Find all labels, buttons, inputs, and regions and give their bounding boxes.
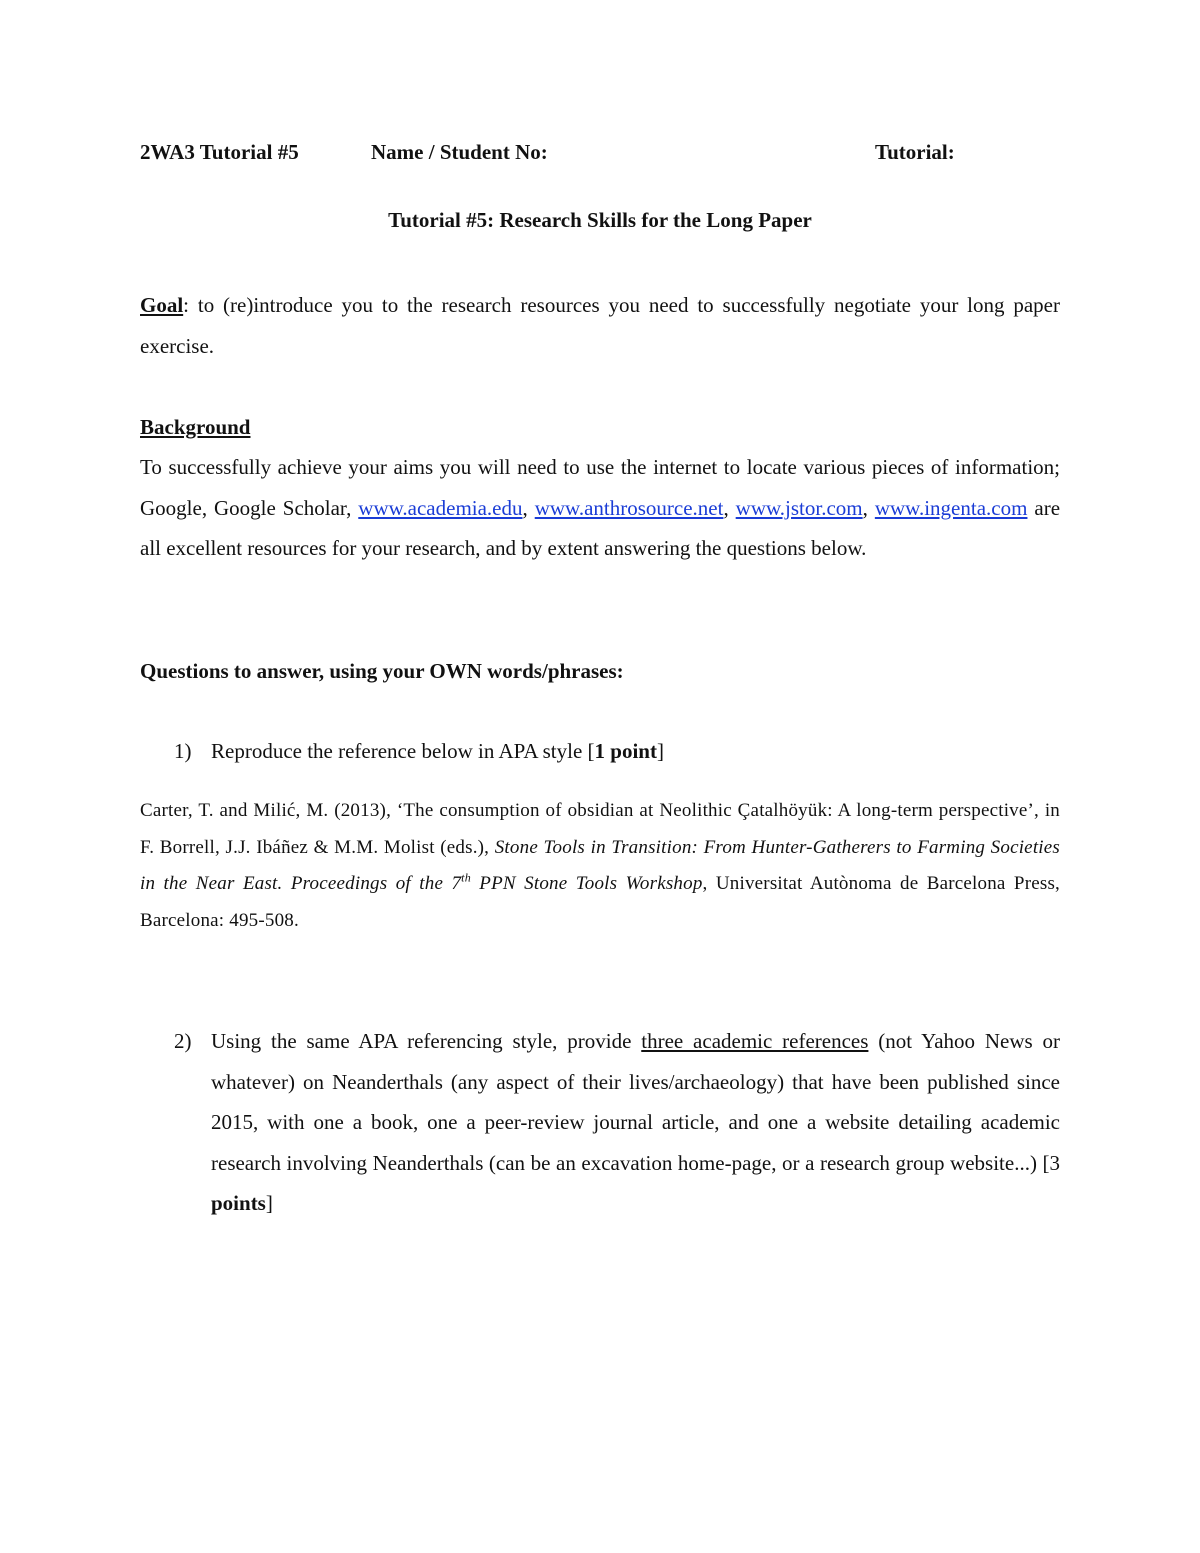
question-1-points: 1 point [594,739,657,763]
separator: , [522,495,535,520]
question-2-body-2: (not Yahoo News or whatever) on Neanderthals (any aspect of their lives/archaeology) that have been published since 2015, with one a book, one a peer-review journal article, and one a website detailing academic research involving Neanderthals (can be an excavation home-page, or a research group website...) [ [211,1029,1061,1175]
separator: , [862,495,875,520]
tutorial-label: Tutorial: [875,140,955,164]
bracket-close: ] [656,739,664,763]
goal-paragraph [140,285,1060,366]
question-2-body-1: Using the same APA referencing style, provide [211,1029,642,1053]
background-paragraph [140,447,1060,569]
link-jstor[interactable]: www.jstor.com [735,495,863,520]
goal-label: Goal [140,293,184,317]
question-2-points-number: 3 [1049,1150,1060,1175]
question-2-points-word: points [211,1191,266,1215]
goal-text: : to (re)introduce you to the research resources you need to successfully negotiate your long paper exercise. [140,293,1060,358]
link-ingenta[interactable]: www.ingenta.com [874,495,1028,520]
bracket-close: ] [265,1191,273,1215]
question-1 [140,731,1060,772]
background-text-1: To successfully achieve your aims you will need to use the internet to locate various pieces of information; Google, Google Scholar, [140,455,1060,520]
reference-part-2: , Universitat Autònoma de Barcelona Press, Barcelona: 495-508. [140,873,1060,931]
background-text-2: are all excellent resources for your research, and by extent answering the questions below. [140,495,1061,560]
question-2-text [211,1021,1060,1224]
name-student-label: Name / Student No: [371,140,548,164]
reference-part-1: Carter, T. and Milić, M. (2013), ‘The consumption of obsidian at Neolithic Çatalhöyük: A long-term perspective’, in F. Borrell, J.J. Ibáñez & M.M. Molist (eds.), [140,800,1060,858]
questions-heading-block [140,651,1060,692]
question-2 [140,1021,1060,1224]
question-2-number: 2) [174,1029,192,1053]
background-heading-block [140,407,1060,448]
question-1-body: Reproduce the reference below in APA style [ [211,739,595,763]
separator: , [723,495,729,520]
reference-superscript: th [461,870,471,885]
header-row [140,140,1060,174]
page-title: Tutorial #5: Research Skills for the Long Paper [388,208,812,232]
background-heading: Background [140,415,251,439]
question-2-underlined: three academic references [641,1029,869,1053]
question-1-number: 1) [174,739,192,763]
questions-heading: Questions to answer, using your OWN words/phrases: [140,659,624,683]
question-1-text [211,731,1060,772]
course-code: 2WA3 Tutorial #5 [140,140,299,164]
link-academia[interactable]: www.academia.edu [358,495,523,520]
reference-italic-2: PPN Stone Tools Workshop [470,873,703,894]
reference-citation [140,793,1060,939]
link-anthrosource[interactable]: www.anthrosource.net [534,495,724,520]
reference-italic-1: Stone Tools in Transition: From Hunter-Gatherers to Farming Societies in the Near East. Proceedings of the 7 [140,836,1061,894]
